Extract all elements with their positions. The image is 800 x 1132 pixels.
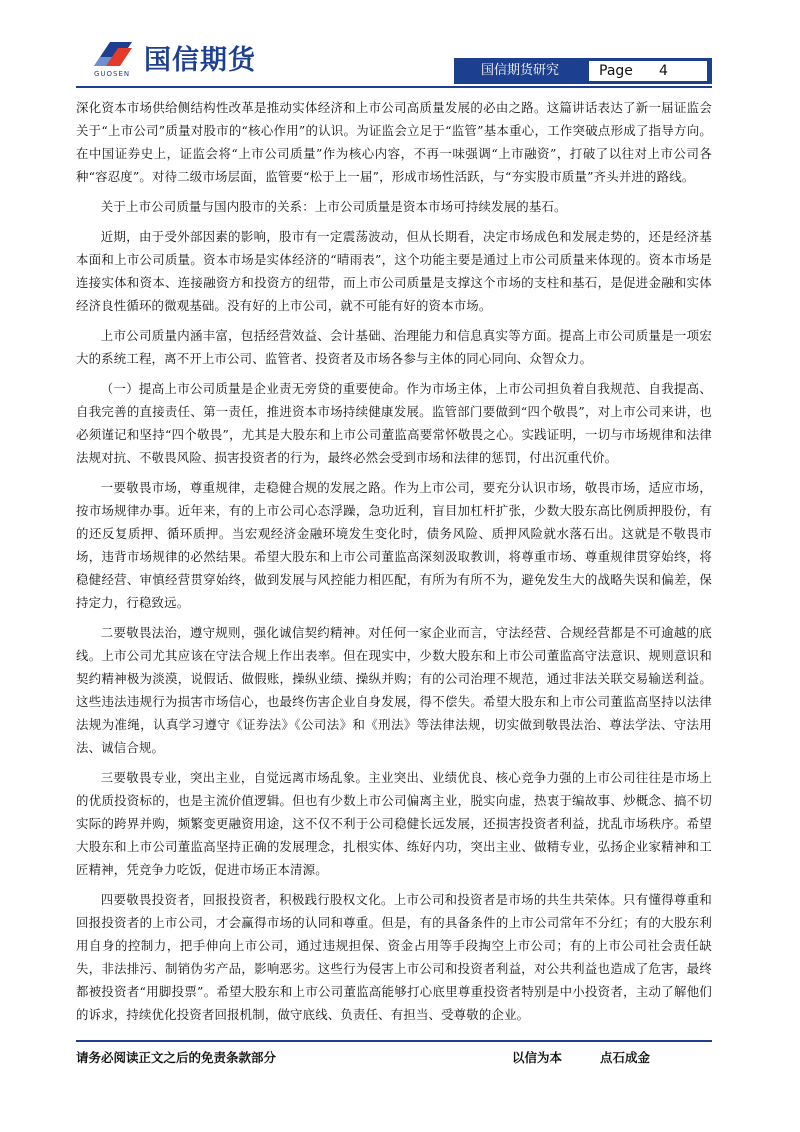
paragraph: 近期，由于受外部因素的影响，股市有一定震荡波动，但从长期看，决定市场成色和发展走势的，还是经济基本面和上市公司质量。资本市场是实体经济的“晴雨表”，这个功能主要是通过上市公司质量来体现的。资本市场是连接实体和资本、连接融资方和投资方的纽带，而上市公司质量是支撑这个市场的支柱和基石，是促进金融和实体经济良性循环的微观基础。没有好的上市公司，就不可能有好的资本市场。 xyxy=(76,229,712,313)
paragraph: 一要敬畏市场，尊重规律，走稳健合规的发展之路。作为上市公司，要充分认识市场，敬畏市场，适应市场，按市场规律办事。近年来，有的上市公司心态浮躁，急功近利，盲目加杠杆扩张，少数大股东高比例质押股份，有的还反复质押、循环质押。当宏观经济金融环境发生变化时，债务风险、质押风险就水落石出。这就是不敬畏市场，违背市场规律的必然结果。希望大股东和上市公司董监高深刻汲取教训，将尊重市场、尊重规律贯穿始终，将稳健经营、审慎经营贯穿始终，做到发展与风控能力相匹配，有所为有所不为，避免发生大的战略失误和偏差，保持定力，行稳致远。 xyxy=(76,480,712,610)
paragraph: 关于上市公司质量与国内股市的关系：上市公司质量是资本市场可持续发展的基石。 xyxy=(100,199,567,214)
company-logo xyxy=(92,36,282,80)
paragraph: 三要敬畏专业，突出主业，自觉远离市场乱象。主业突出、业绩优良、核心竞争力强的上市公司往往是市场上的优质投资标的，也是主流价值逻辑。但也有少数上市公司偏离主业，脱实向虚，热衷于编故事、炒概念、搞不切实际的跨界并购，频繁变更融资用途，这不仅不利于公司稳健长远发展，还损害投资者利益，扰乱市场秩序。希望大股东和上市公司董监高坚持正确的发展理念，扎根实体、练好内功，突出主业、做精专业，弘扬企业家精神和工匠精神，凭竞争力吃饭，促进市场正本清源。 xyxy=(76,770,712,877)
logo-name: 国信期货 xyxy=(144,45,256,76)
paragraph: 深化资本市场供给侧结构性改革是推动实体经济和上市公司高质量发展的必由之路。这篇讲话表达了新一届证监会关于“上市公司”质量对股市的“核心作用”的认识。为证监会立足于“监管”基本重心，工作突破点形成了指导方向。在中国证券史上，证监会将“上市公司质量”作为核心内容，不再一味强调“上市融资”，打破了以往对上市公司各种“容忍度”。对待二级市场层面，监管要“松于上一届”，形成市场性活跃，与“夯实股市质量”齐头并进的路线。 xyxy=(76,100,712,184)
page-label: Page xyxy=(599,63,633,79)
header-rule xyxy=(76,86,712,88)
page-header xyxy=(0,0,800,92)
logo-subtitle: GUOSEN xyxy=(94,70,131,78)
footer-disclaimer: 请务必阅读正文之后的免责条款部分 xyxy=(76,1050,277,1065)
header-box xyxy=(454,58,712,84)
paragraph: 上市公司质量内涵丰富，包括经营效益、会计基础、治理能力和信息真实等方面。提高上市公司质量是一项宏大的系统工程，离不开上市公司、监管者、投资者及市场各参与主体的同心同向、众智众力。 xyxy=(76,328,712,366)
page-indicator xyxy=(589,61,707,81)
page-number: 4 xyxy=(659,63,668,79)
paragraph: 二要敬畏法治，遵守规则，强化诚信契约精神。对任何一家企业而言，守法经营、合规经营都是不可逾越的底线。上市公司尤其应该在守法合规上作出表率。但在现实中，少数大股东和上市公司董监高守法意识、规则意识和契约精神极为淡漠，说假话、做假账，操纵业绩、操纵并购；有的公司治理不规范，通过非法关联交易输送利益。这些违法违规行为损害市场信心，也最终伤害企业自身发展，得不偿失。希望大股东和上市公司董监高坚持以法律法规为准绳，认真学习遵守《证券法》《公司法》和《刑法》等法律法规，切实做到敬畏法治、尊法学法、守法用法、诚信合规。 xyxy=(76,625,712,755)
logo-icon xyxy=(92,36,134,72)
paragraph: 四要敬畏投资者，回报投资者，积极践行股权文化。上市公司和投资者是市场的共生共荣体。只有懂得尊重和回报投资者的上市公司，才会赢得市场的认同和尊重。但是，有的具备条件的上市公司常年不分红；有的大股东利用自身的控制力，把手伸向上市公司，通过违规担保、资金占用等手段掏空上市公司；有的上市公司社会责任缺失，非法排污、制销伪劣产品，影响恶劣。这些行为侵害上市公司和投资者利益，对公共利益也造成了危害，最终都被投资者“用脚投票”。希望大股东和上市公司董监高能够打心底里尊重投资者特别是中小投资者，主动了解他们的诉求，持续优化投资者回报机制，做守底线、负责任、有担当、受尊敬的企业。 xyxy=(76,892,712,1022)
footer-slogan-1: 以信为本 xyxy=(512,1050,563,1065)
paragraph: （一）提高上市公司质量是企业责无旁贷的重要使命。作为市场主体，上市公司担负着自我规范、自我提高、自我完善的直接责任、第一责任，推进资本市场持续健康发展。监管部门要做到“四个敬畏”，对上市公司来讲，也必须谨记和坚持“四个敬畏”，尤其是大股东和上市公司董监高要常怀敬畏之心。实践证明，一切与市场规律和法律法规对抗、不敬畏风险、损害投资者的行为，最终必然会受到市场和法律的惩罚，付出沉重代价。 xyxy=(76,381,712,465)
footer-rule xyxy=(76,1040,712,1042)
article-body xyxy=(76,96,712,1033)
section-title: 国信期货研究 xyxy=(480,63,559,78)
footer-slogan-2: 点石成金 xyxy=(600,1050,651,1065)
